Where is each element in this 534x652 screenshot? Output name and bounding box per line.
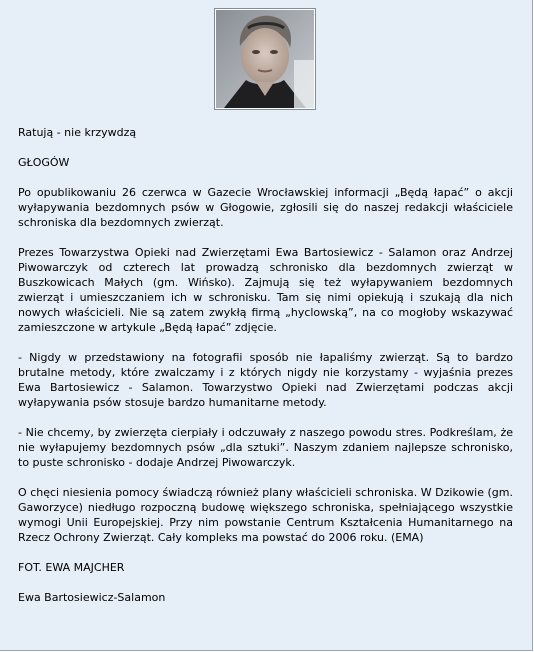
article-paragraph: - Nigdy w przedstawiony na fotografii sposób nie łapaliśmy zwierząt. Są to bardzo brutalne metody, które zwalczamy i z których nigdy nie korzystamy - wyjaśnia prezes Ewa Bartosiewicz - Salamon. Towarzystwo Opieki nad Zwierzętami podczas akcji wyłapywania psów stosuje bardzo humanitarne metody. xyxy=(18,351,513,409)
portrait-image xyxy=(216,10,314,108)
article-paragraph: - Nie chcemy, by zwierzęta cierpiały i odczuwały z naszego powodu stres. Podkreślam, że nie wyłapujemy bezdomnych psów „dla sztuki”. Naszym zdaniem najlepsze schronisko, to puste schronisko - dodaje Andrzej Piwowarczyk. xyxy=(18,426,513,469)
article-city: GŁOGÓW xyxy=(18,156,70,169)
article-kicker: Ratują - nie krzywdzą xyxy=(18,126,137,139)
photo-credit: FOT. EWA MAJCHER xyxy=(18,561,125,574)
article-body xyxy=(18,125,513,620)
photo-caption: Ewa Bartosiewicz-Salamon xyxy=(18,591,166,604)
portrait-photo xyxy=(214,8,316,110)
article-paragraph: Po opublikowaniu 26 czerwca w Gazecie Wrocławskiej informacji „Będą łapać” o akcji wyłapywania bezdomnych psów w Głogowie, zgłosili się do naszej redakcji właściciele schroniska dla bezdomnych zwierząt. xyxy=(18,186,513,229)
article-paragraph: O chęci niesienia pomocy świadczą również plany właścicieli schroniska. W Dzikowie (gm. Gaworzyce) niedługo rozpoczną budowę większego schroniska, spełniającego wszystkie wymogi Unii Europejskiej. Przy nim powstanie Centrum Kształcenia Humanitarnego na Rzecz Ochrony Zwierząt. Cały kompleks ma powstać do 2006 roku. (EMA) xyxy=(18,486,513,544)
article-paragraph: Prezes Towarzystwa Opieki nad Zwierzętami Ewa Bartosiewicz - Salamon oraz Andrzej Piwowarczyk od czterech lat prowadzą schronisko dla bezdomnych zwierząt w Buszkowicach Małych (gm. Wińsko). Zajmują się też wyłapywaniem bezdomnych zwierząt i umieszczaniem ich w schronisku. Tam się nimi opiekują i szukają dla nich nowych właścicieli. Nie są zatem zwykłą firmą „hyclowską”, na co mogłoby wskazywać zamieszczone w artykule „Będą łapać” zdjęcie. xyxy=(18,246,513,334)
